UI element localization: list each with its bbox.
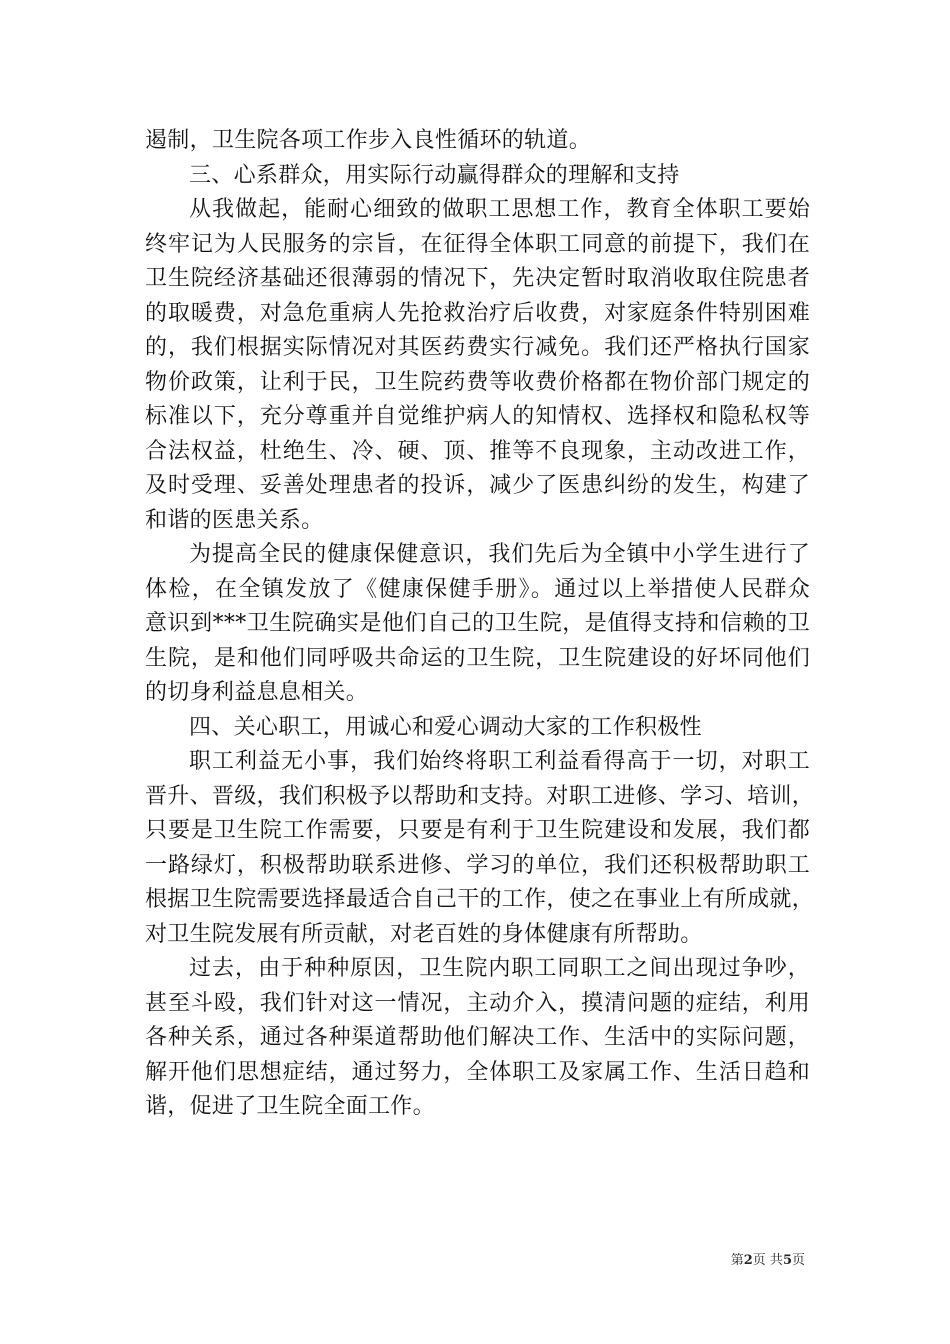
- text-line: 的取暖费，对急危重病人先抢救治疗后收费，对家庭条件特别困难: [145, 300, 810, 326]
- text-line: 只要是卫生院工作需要，只要是有利于卫生院建设和发展，我们都: [145, 818, 810, 843]
- text-line: 意识到***卫生院确实是他们自己的卫生院，是值得支持和信赖的卫: [145, 611, 810, 636]
- text-line: 遏制，卫生院各项工作步入良性循环的轨道。: [145, 128, 592, 153]
- text-line: 终牢记为人民服务的宗旨，在征得全体职工同意的前提下，我们在: [145, 231, 810, 257]
- text-line: 解开他们思想症结，通过努力，全体职工及家属工作、生活日趋和: [145, 1059, 810, 1085]
- text-line: 职工利益无小事，我们始终将职工利益看得高于一切，对职工: [189, 749, 810, 774]
- text-line: 对卫生院发展有所贡献，对老百姓的身体健康有所帮助。: [145, 921, 703, 947]
- text-line: 甚至斗殴，我们针对这一情况，主动介入，摸清问题的症结，利用: [145, 990, 810, 1016]
- text-line: 谐，促进了卫生院全面工作。: [145, 1094, 435, 1119]
- text-line: 的切身利益息息相关。: [145, 680, 369, 705]
- text-line: 晋升、晋级，我们积极予以帮助和支持。对职工进修、学习、培训，: [145, 783, 815, 809]
- text-line: 卫生院经济基础还很薄弱的情况下，先决定暂时取消收取住院患者: [145, 266, 810, 291]
- document-body: [145, 124, 815, 1125]
- footer-total-pages: 5: [782, 1253, 792, 1268]
- footer-page-number: 2: [743, 1253, 753, 1268]
- page-footer: [0, 1249, 805, 1268]
- text-line: 的，我们根据实际情况对其医药费实行减免。我们还严格执行国家: [145, 335, 810, 360]
- text-line: 三、心系群众，用实际行动赢得群众的理解和支持: [189, 162, 680, 188]
- text-line: 根据卫生院需要选择最适合自己干的工作，使之在事业上有所成就，: [145, 887, 815, 912]
- footer-middle: 页 共: [752, 1253, 783, 1268]
- text-line: 物价政策，让利于民，卫生院药费等收费价格都在物价部门规定的: [145, 369, 810, 395]
- footer-suffix: 页: [791, 1253, 805, 1268]
- text-line: 体检，在全镇发放了《健康保健手册》。通过以上举措使人民群众: [145, 576, 810, 602]
- text-line: 生院，是和他们同呼吸共命运的卫生院，卫生院建设的好坏同他们: [145, 645, 810, 671]
- text-line: 从我做起，能耐心细致的做职工思想工作，教育全体职工要始: [189, 197, 810, 222]
- text-line: 一路绿灯，积极帮助联系进修、学习的单位，我们还积极帮助职工: [145, 852, 810, 878]
- text-line: 合法权益，杜绝生、冷、硬、顶、推等不良现象，主动改进工作，: [145, 438, 810, 464]
- text-line: 标准以下，充分尊重并自觉维护病人的知情权、选择权和隐私权等: [145, 404, 810, 429]
- text-line: 过去，由于种种原因，卫生院内职工同职工之间出现过争吵，: [189, 956, 810, 981]
- text-line: 和谐的医患关系。: [145, 507, 324, 533]
- text-line: 为提高全民的健康保健意识，我们先后为全镇中小学生进行了: [189, 542, 810, 567]
- footer-prefix: 第: [730, 1253, 744, 1268]
- text-line: 及时受理、妥善处理患者的投诉，减少了医患纠纷的发生，构建了: [145, 473, 810, 498]
- text-line: 四、关心职工，用诚心和爱心调动大家的工作积极性: [189, 714, 702, 740]
- text-line: 各种关系，通过各种渠道帮助他们解决工作、生活中的实际问题，: [145, 1025, 810, 1050]
